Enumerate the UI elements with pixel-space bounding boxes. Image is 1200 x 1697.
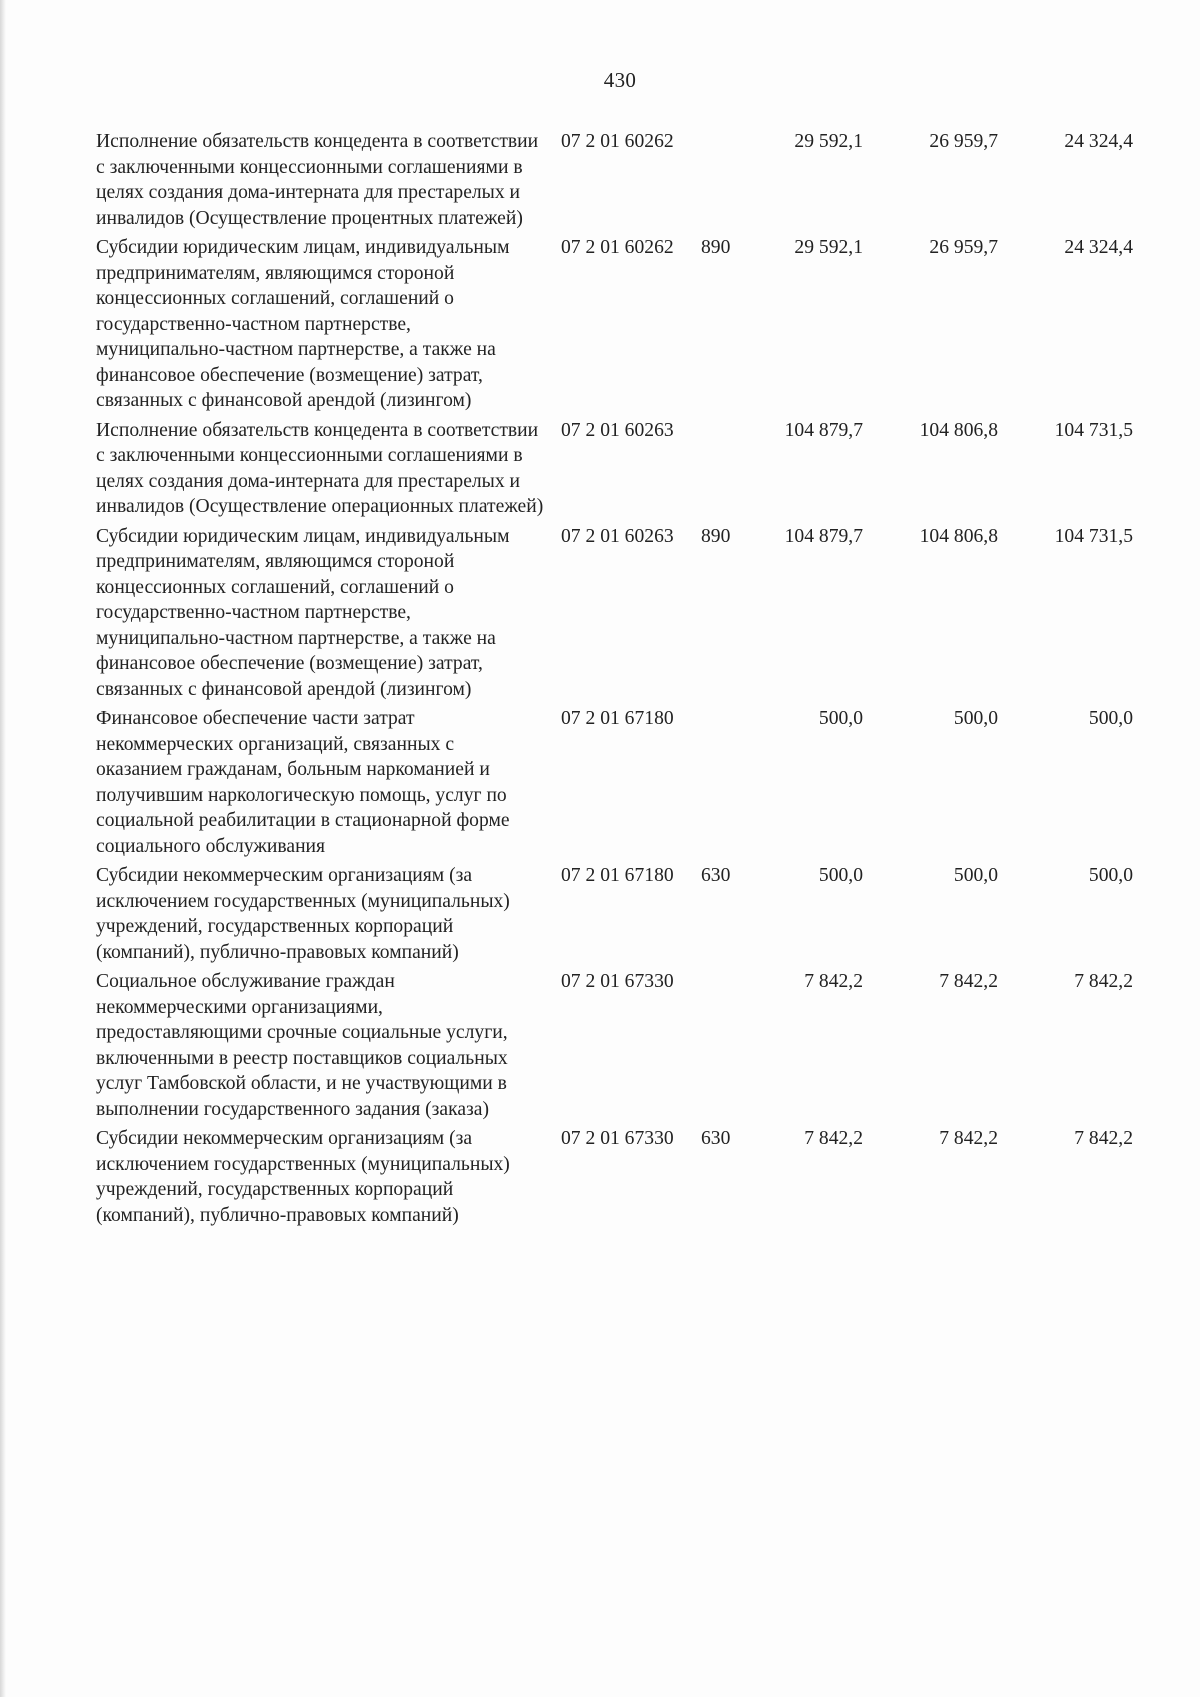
table-row [96,1126,1166,1228]
row-value-3: 500,0 [1088,708,1133,729]
row-name: Субсидии некоммерческим организациям (за исключением государственных (муниципальных) учреждений, государственных корпораций (компаний), публично-правовых компаний) [96,1128,510,1226]
row-value-2: 7 842,2 [939,971,998,992]
row-name: Субсидии юридическим лицам, индивидуальным предпринимателям, являющимся стороной концессионных соглашений, соглашений о государственно-частном партнерстве, муниципально-частном партнерстве, а также на финансовое обеспечение (возмещение) затрат, связанных с финансовой арендой (лизингом) [96,525,510,700]
row-value-1: 500,0 [818,865,863,886]
row-value-2: 500,0 [953,708,998,729]
table-row [96,129,1166,231]
page-number: 430 [603,68,637,92]
table-row [96,418,1166,520]
row-vr: 890 [701,525,731,547]
row-value-3: 7 842,2 [1074,971,1133,992]
budget-table [96,129,1166,1232]
row-value-3: 104 731,5 [1054,525,1133,547]
row-code: 07 2 01 60262 [561,131,674,152]
row-vr: 630 [701,1128,731,1149]
table-row [96,863,1166,965]
row-code: 07 2 01 67330 [561,971,674,992]
row-name: Исполнение обязательств концедента в соответствии с заключенными концессионными соглашениями в целях создания дома-интерната для престарелых и инвалидов (Осуществление операционных платежей) [96,419,544,517]
row-code: 07 2 01 67330 [561,1128,674,1149]
row-value-1: 7 842,2 [804,971,863,992]
row-value-1: 29 592,1 [794,237,863,258]
row-value-1: 7 842,2 [804,1128,863,1149]
row-code: 07 2 01 67180 [561,708,674,729]
row-name: Финансовое обеспечение части затрат некоммерческих организаций, связанных с оказанием гражданам, больным наркоманией и получившим наркологическую помощь, услуг по социальной реабилитации в стационарной форме социального обслуживания [96,708,510,857]
row-value-3: 500,0 [1088,865,1133,886]
row-name: Исполнение обязательств концедента в соответствии с заключенными концессионными соглашениями в целях создания дома-интерната для престарелых и инвалидов (Осуществление процентных платежей) [96,131,539,229]
table-row [96,969,1166,1122]
row-value-3: 24 324,4 [1064,237,1133,258]
row-value-1: 29 592,1 [794,131,863,152]
scan-edge-shadow [0,0,6,1697]
row-vr: 890 [701,237,731,258]
row-name: Социальное обслуживание граждан некоммерческими организациями, предоставляющими срочные социальные услуги, включенными в реестр поставщиков социальных услуг Тамбовской области, и не участвующими в выполнении государственного задания (заказа) [96,971,508,1120]
row-value-2: 104 806,8 [919,419,998,441]
row-vr: 630 [701,865,731,886]
row-code: 07 2 01 60263 [561,419,674,441]
row-value-3: 104 731,5 [1054,419,1133,441]
row-value-2: 104 806,8 [919,525,998,547]
row-code: 07 2 01 67180 [561,865,674,886]
row-value-1: 104 879,7 [784,525,863,547]
row-value-1: 104 879,7 [784,419,863,441]
row-value-3: 24 324,4 [1064,131,1133,152]
row-value-2: 26 959,7 [929,237,998,258]
row-name: Субсидии некоммерческим организациям (за исключением государственных (муниципальных) учреждений, государственных корпораций (компаний), публично-правовых компаний) [96,865,510,963]
row-name: Субсидии юридическим лицам, индивидуальным предпринимателям, являющимся стороной концессионных соглашений, соглашений о государственно-частном партнерстве, муниципально-частном партнерстве, а также на финансовое обеспечение (возмещение) затрат, связанных с финансовой арендой (лизингом) [96,237,510,411]
row-value-1: 500,0 [818,708,863,729]
row-code: 07 2 01 60262 [561,237,674,258]
row-value-2: 500,0 [953,865,998,886]
table-row [96,524,1166,703]
row-value-2: 7 842,2 [939,1128,998,1149]
row-code: 07 2 01 60263 [561,525,674,547]
row-value-2: 26 959,7 [929,131,998,152]
row-value-3: 7 842,2 [1074,1128,1133,1149]
table-row [96,706,1166,859]
table-row [96,235,1166,414]
